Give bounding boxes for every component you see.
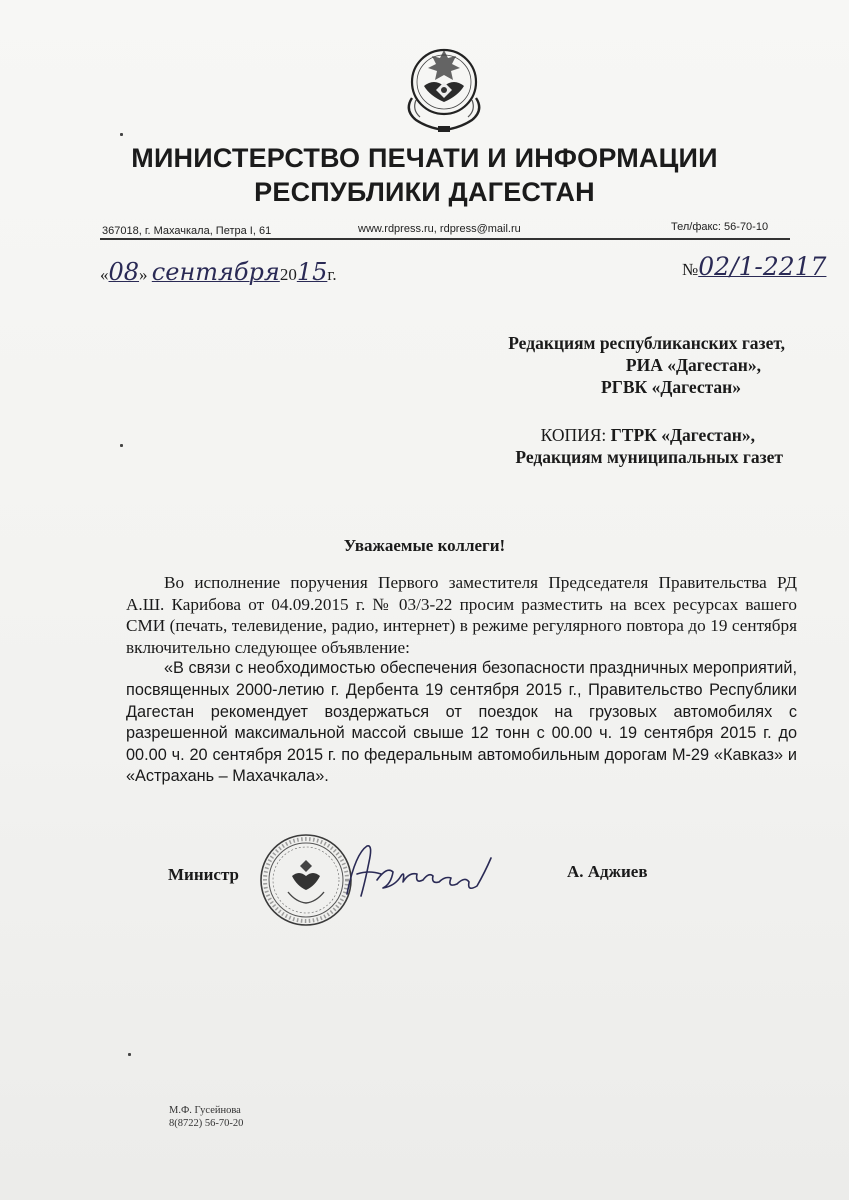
- date-year-prefix: 20: [279, 265, 297, 284]
- date-year-mark: г.: [327, 265, 337, 284]
- ministry-title-line1: МИНИСТЕРСТВО ПЕЧАТИ И ИНФОРМАЦИИ: [131, 143, 718, 173]
- date-day: 08: [108, 258, 140, 286]
- reference-number: [682, 252, 826, 281]
- letter-date: [100, 258, 337, 286]
- scan-speck: [120, 444, 123, 447]
- greeting: Уважаемые коллеги!: [343, 536, 506, 555]
- date-month: сентября: [151, 258, 280, 286]
- header-divider: [100, 238, 790, 240]
- addressee-line2: РИА «Дагестан»,: [625, 355, 761, 375]
- ministry-web-email: www.rdpress.ru, rdpress@mail.ru: [358, 223, 521, 235]
- reference-value: 02/1-2217: [698, 252, 827, 281]
- executor-name: М.Ф. Гусейнова: [169, 1105, 241, 1116]
- copy-addressee-line1: [541, 424, 755, 446]
- reference-prefix: №: [682, 260, 699, 279]
- ministry-telfax: Тел/факс: 56-70-10: [671, 221, 769, 233]
- scan-speck: [128, 1053, 131, 1056]
- coat-of-arms-emblem: [398, 38, 490, 136]
- addressee-line1: Редакциям республиканских газет,: [508, 333, 785, 353]
- signatory-name: А. Аджиев: [567, 862, 648, 881]
- letter-body: [126, 572, 797, 788]
- signatory-title: Министр: [168, 865, 239, 884]
- copy-prefix: КОПИЯ:: [540, 425, 607, 445]
- ministry-title-line2: РЕСПУБЛИКИ ДАГЕСТАН: [254, 177, 595, 207]
- announcement-paragraph: «В связи с необходимостью обеспечения безопасности праздничных мероприятий, посвященных 2000-летию г. Дербента 19 сентября 2015 г., Правительство Республики Дагестан рекомендует воздержаться от поездок на грузовых автомобилях с разрешенной максимальной массой свыше 12 тонн с 00.00 ч. 19 сентября 2015 г. до 00.00 ч. 20 сентября 2015 г. по федеральным автомобильным дорогам М-29 «Кавказ» и «Астрахань – Махачкала».: [126, 659, 797, 786]
- executor-info: [169, 1104, 243, 1130]
- scan-speck: [120, 133, 123, 136]
- addressee-line3: РГВК «Дагестан»: [601, 377, 741, 397]
- date-open-quote: «: [100, 265, 109, 284]
- date-year-suffix: 15: [296, 258, 328, 286]
- ministry-address: 367018, г. Махачкала, Петра I, 61: [102, 225, 272, 237]
- body-paragraph: Во исполнение поручения Первого заместителя Председателя Правительства РД А.Ш. Карибова от 04.09.2015 г. № 03/3-22 просим разместить на всех ресурсах вашего СМИ (печать, телевидение, радио, интернет) в режиме регулярного повтора до 19 сентября включительно следующее объявление:: [126, 573, 797, 657]
- executor-phone: 8(8722) 56-70-20: [169, 1118, 244, 1129]
- date-close-quote: »: [139, 265, 148, 284]
- copy-target: ГТРК «Дагестан»,: [610, 425, 755, 445]
- handwritten-signature: [335, 836, 505, 906]
- copy-addressee-line2: Редакциям муниципальных газет: [515, 447, 783, 467]
